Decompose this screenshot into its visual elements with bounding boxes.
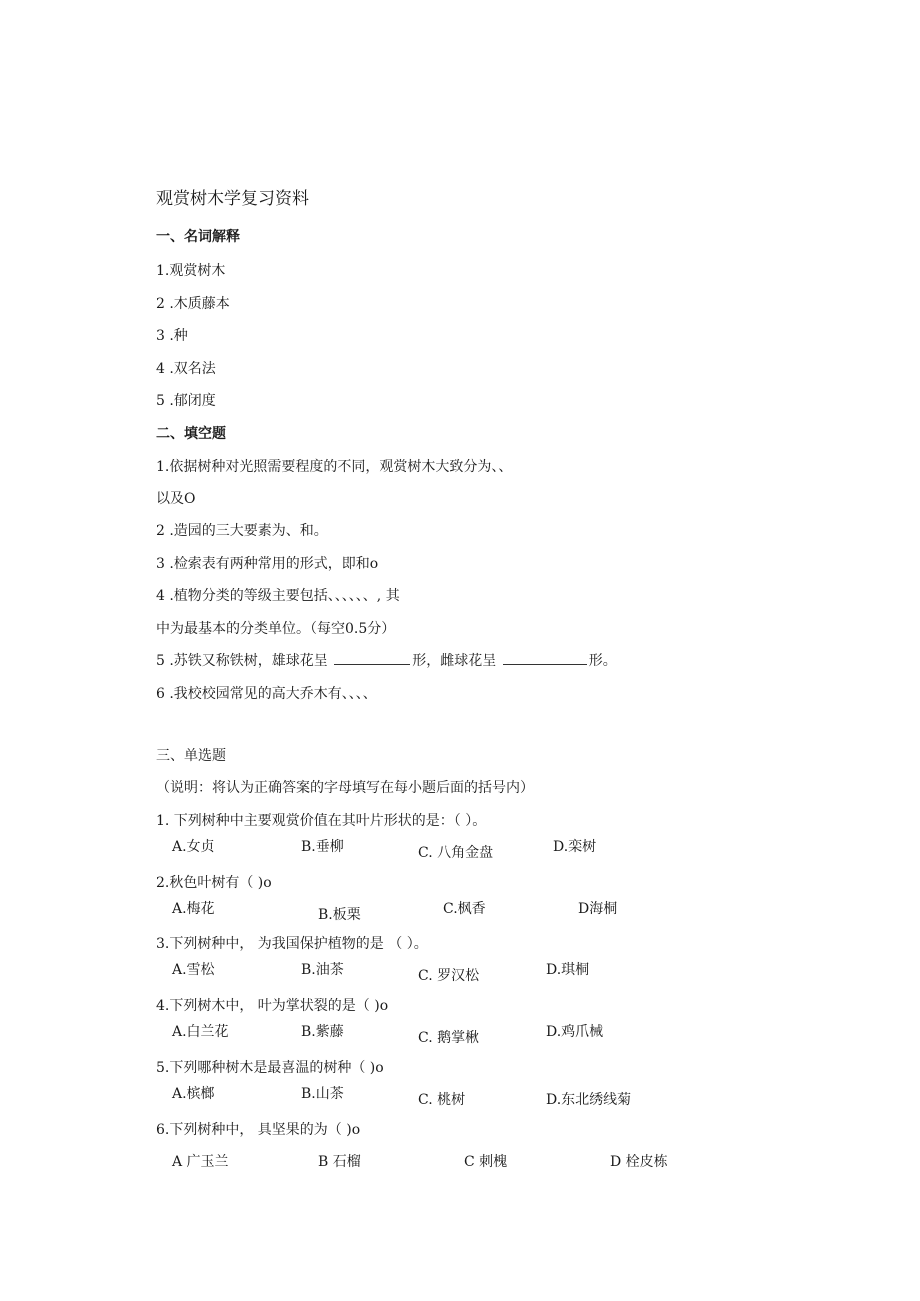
fill-question: 4 .植物分类的等级主要包括、、、、、、, 其 bbox=[156, 588, 400, 604]
question-stem: 4.下列树木中， 叶为掌状裂的是（ )o bbox=[156, 998, 389, 1014]
section-heading-single: 三、单选题 bbox=[156, 748, 226, 764]
question-stem: 1. 下列树种中主要观赏价值在其叶片形状的是：（ ）。 bbox=[156, 813, 487, 829]
q5-text-mid: 形，雌球花呈 bbox=[412, 653, 497, 669]
fill-question: 3 .检索表有两种常用的形式，即和o bbox=[156, 556, 379, 572]
option-a: A.雪松 bbox=[172, 962, 215, 978]
fill-question-cont: 中为最基本的分类单位。（每空0.5分） bbox=[156, 621, 396, 637]
question-stem: 5.下列哪种树木是最喜温的树种（ )o bbox=[156, 1060, 384, 1076]
option-a: A 广玉兰 bbox=[172, 1154, 229, 1170]
option-c: C.枫香 bbox=[443, 901, 486, 917]
option-d: D.栾树 bbox=[553, 839, 597, 855]
option-d: D.东北绣线菊 bbox=[546, 1092, 632, 1108]
answer-blank bbox=[503, 652, 587, 665]
q5-text-post: 形。 bbox=[588, 653, 617, 669]
question-stem: 3.下列树种中， 为我国保护植物的是 （ ）。 bbox=[156, 936, 428, 952]
option-c: C. 桃树 bbox=[418, 1092, 466, 1108]
option-a: A.槟榔 bbox=[172, 1086, 215, 1102]
option-b: B 石榴 bbox=[318, 1154, 361, 1170]
option-a: A.白兰花 bbox=[172, 1024, 229, 1040]
term-item: 1.观赏树木 bbox=[156, 263, 226, 279]
question-stem: 6.下列树种中， 具坚果的为（ )o bbox=[156, 1122, 361, 1138]
option-b: B.油茶 bbox=[301, 962, 344, 978]
option-a: A.女贞 bbox=[172, 839, 215, 855]
fill-question-q5 bbox=[156, 652, 617, 670]
term-item: 5 .郁闭度 bbox=[156, 393, 216, 409]
option-d: D.琪桐 bbox=[546, 962, 590, 978]
term-item: 2 .木质藤本 bbox=[156, 296, 230, 312]
document-title: 观赏树木学复习资料 bbox=[156, 189, 309, 209]
fill-question-cont: 以及O bbox=[156, 491, 196, 507]
option-b: B.垂柳 bbox=[301, 839, 344, 855]
option-d: D海桐 bbox=[578, 901, 618, 917]
option-d: D 栓皮栋 bbox=[610, 1154, 668, 1170]
option-c: C. 鹅掌楸 bbox=[418, 1030, 480, 1046]
option-c: C. 八角金盘 bbox=[418, 845, 494, 861]
option-b: B.山茶 bbox=[301, 1086, 344, 1102]
answer-blank bbox=[334, 652, 410, 665]
fill-question: 1.依据树种对光照需要程度的不同，观赏树木大致分为、、 bbox=[156, 459, 513, 475]
section-heading-terms: 一、名词解释 bbox=[156, 229, 240, 245]
option-d: D.鸡爪械 bbox=[546, 1024, 604, 1040]
option-b: B.板栗 bbox=[318, 907, 361, 923]
fill-question: 2 .造园的三大要素为、和。 bbox=[156, 523, 328, 539]
option-c: C 刺槐 bbox=[464, 1154, 508, 1170]
fill-question: 6 .我校校园常见的高大乔木有、、、、 bbox=[156, 686, 377, 702]
section-heading-fill: 二、填空题 bbox=[156, 426, 226, 442]
question-stem: 2.秋色叶树有（ )o bbox=[156, 875, 272, 891]
term-item: 3 .种 bbox=[156, 328, 188, 344]
option-b: B.紫藤 bbox=[301, 1024, 344, 1040]
option-a: A.梅花 bbox=[172, 901, 215, 917]
option-c: C. 罗汉松 bbox=[418, 968, 480, 984]
section-note: （说明：将认为正确答案的字母填写在每小题后面的括号内） bbox=[156, 780, 534, 796]
q5-text-pre: 5 .苏铁又称铁树，雄球花呈 bbox=[156, 653, 328, 669]
term-item: 4 .双名法 bbox=[156, 361, 216, 377]
